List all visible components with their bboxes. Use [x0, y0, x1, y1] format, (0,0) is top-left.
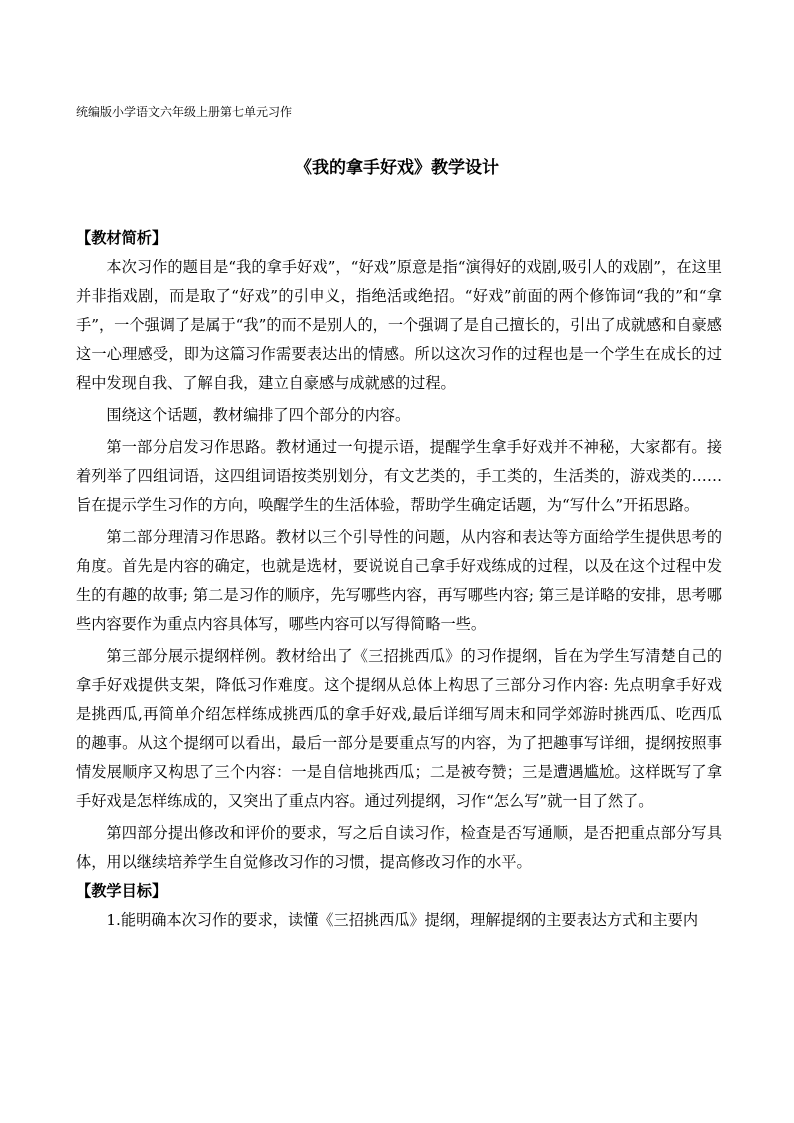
series-note: 统编版小学语文六年级上册第七单元习作	[76, 105, 293, 119]
analysis-paragraph: 本次习作的题目是“我的拿手好戏”，“好戏”原意是指“演得好的戏剧,吸引人的戏剧”，在这里并非指戏剧，而是取了“好戏”的引申义，指绝活或绝招。“好戏”前面的两个修饰词“我的”和“拿手”，一个强调了是属于“我”的而不是别人的，一个强调了是自己擅长的，引出了成就感和自豪感这一心理感受，即为这篇习作需要表达出的情感。所以这次习作的过程也是一个学生在成长的过程中发现自我、了解自我，建立自豪感与成就感的过程。	[76, 258, 722, 392]
goal-item: 1.能明确本次习作的要求，读懂《三招挑西瓜》提纲，理解提纲的主要表达方式和主要内	[106, 911, 699, 929]
analysis-paragraph: 第一部分启发习作思路。教材通过一句提示语，提醒学生拿手好戏并不神秘，大家都有。接着列举了四组词语，这四组词语按类别划分，有文艺类的，手工类的，生活类的，游戏类的……旨在提示学生习作的方向，唤醒学生的生活体验，帮助学生确定话题，为“写什么”开拓思路。	[76, 438, 722, 514]
analysis-paragraph: 第二部分理清习作思路。教材以三个引导性的问题，从内容和表达等方面给学生提供思考的角度。首先是内容的确定，也就是选材，要说说自己拿手好戏练成的过程，以及在这个过程中发生的有趣的故事; 第二是习作的顺序，先写哪些内容，再写哪些内容; 第三是详略的安排，思考哪些内容要作为重点内容具体写，哪些内容可以写得简略一些。	[76, 528, 722, 633]
document-body	[76, 224, 722, 935]
analysis-paragraph: 围绕这个话题，教材编排了四个部分的内容。	[106, 406, 411, 424]
document-title: 《我的拿手好戏》教学设计	[295, 158, 499, 178]
analysis-paragraph: 第三部分展示提纲样例。教材给出了《三招挑西瓜》的习作提纲，旨在为学生写清楚自己的拿手好戏提供支架，降低习作难度。这个提纲从总体上构思了三部分习作内容: 先点明拿手好戏是挑西瓜,再简单介绍怎样练成挑西瓜的拿手好戏,最后详细写周末和同学郊游时挑西瓜、吃西瓜的趣事。从这个提纲可以看出，最后一部分是要重点写的内容，为了把趣事写详细，提纲按照事情发展顺序又构思了三个内容：一是自信地挑西瓜；二是被夸赞；三是遭遇尴尬。这样既写了拿手好戏是怎样练成的，又突出了重点内容。通过列提纲，习作“怎么写”就一目了然了。	[76, 647, 722, 810]
section-heading-analysis: 【教材简析】	[76, 229, 168, 247]
section-heading-goals: 【教学目标】	[76, 882, 168, 900]
analysis-paragraph: 第四部分提出修改和评价的要求，写之后自读习作，检查是否写通顺，是否把重点部分写具体，用以继续培养学生自觉修改习作的习惯，提高修改习作的水平。	[76, 824, 722, 871]
